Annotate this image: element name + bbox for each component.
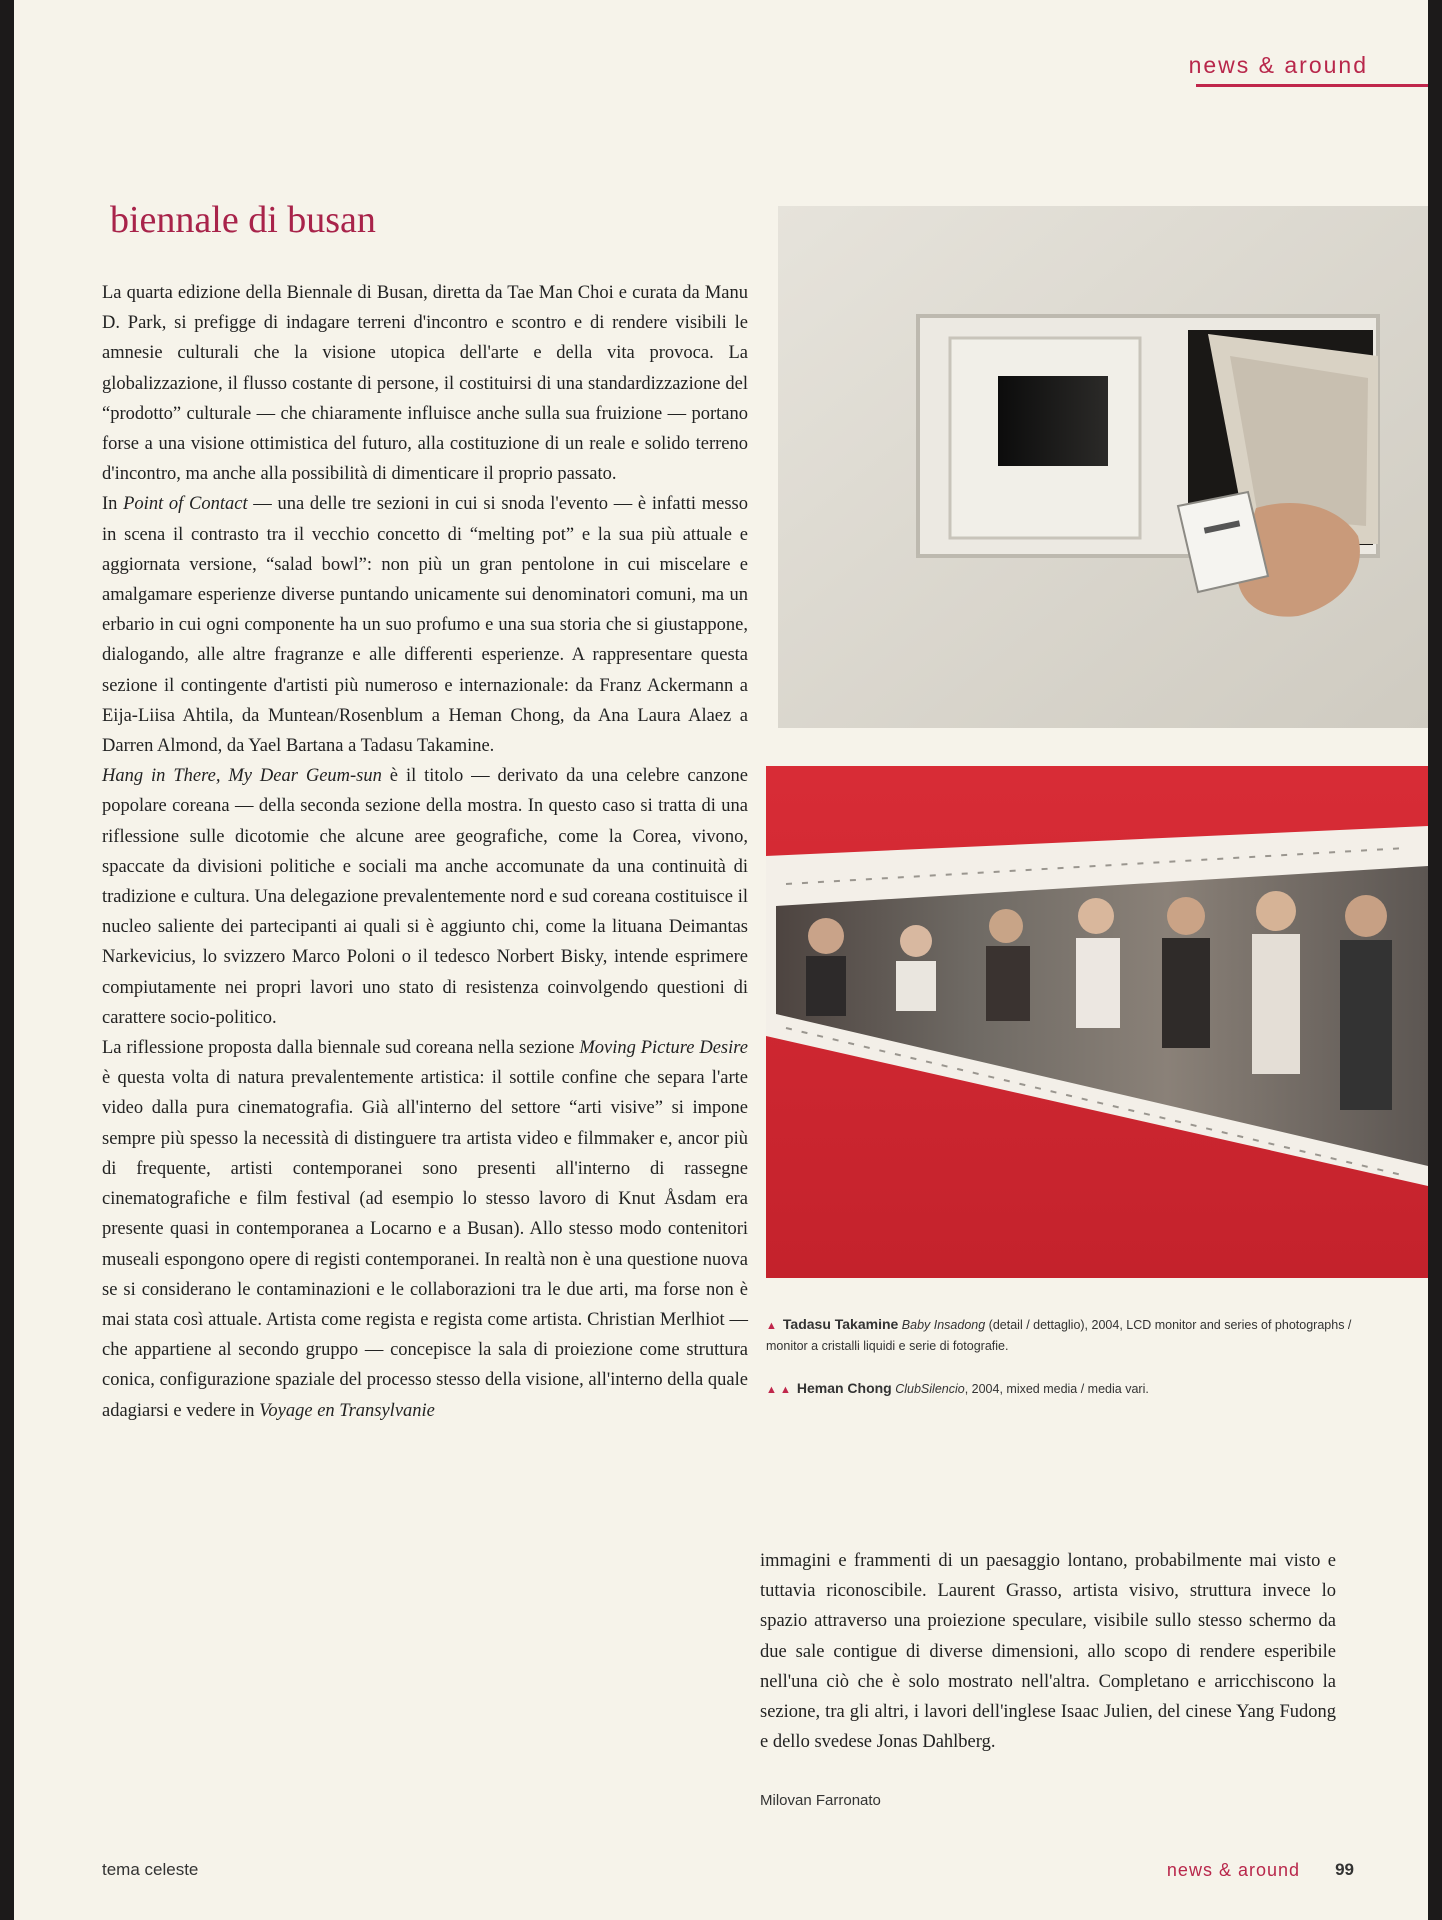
header-rule <box>1196 84 1428 87</box>
article-body-right-column <box>760 1546 1336 1757</box>
caption-tadasu-takamine <box>766 1314 1366 1356</box>
caption-artist: Tadasu Takamine <box>782 1316 899 1332</box>
photo-tadasu-takamine <box>766 766 1428 1278</box>
section-title-point-of-contact: Point of Contact <box>123 494 248 515</box>
caption-artist: Heman Chong <box>796 1380 892 1396</box>
photo-heman-chong-image <box>778 206 1428 728</box>
photo-heman-chong <box>778 206 1428 728</box>
paragraph-5: immagini e frammenti di un paesaggio lontano, probabilmente mai visto e tuttavia riconoscibile. Laurent Grasso, artista visivo, struttura invece lo spazio attraverso una proiezione speculare, visibile sullo stesso schermo da due sale contigue di diverse dimensioni, allo scopo di rendere esperibile nell'una ciò che è solo mostrato nell'altra. Completano e arricchiscono la sezione, tra gli altri, i lavori dell'inglese Isaac Julien, del cinese Yang Fudong e dello svedese Jonas Dahlberg. <box>760 1551 1336 1753</box>
footer-magazine-name: tema celeste <box>102 1860 199 1879</box>
article-body-left-column <box>102 278 748 1426</box>
paragraph-4: La riflessione proposta dalla biennale sud coreana nella sezione Moving Picture Desire è questa volta di natura prevalentemente artistica: il sottile confine che separa l'arte video dalla pura cinematografia. Già all'interno del settore “arti visive” si impone sempre più spesso la necessità di distinguere tra artista video e filmmaker e, ancor più di frequente, artisti contemporanei sono presenti all'interno di rassegne cinematografiche e film festival (ad esempio lo stesso lavoro di Knut Åsdam era presente quasi in contemporanea a Locarno e a Busan). Allo stesso modo contenitori museali espongono opere di registi contemporanei. In realtà non è una questione nuova se si considerano le contaminazioni e le collaborazioni tra le due arti, ma forse non è mai stata così attuale. Artista come regista e regista come artista. Christian Merlhiot — che appartiene al secondo gruppo — concepisce la sala di proiezione come struttura conica, configurazione spaziale del processo stesso della visione, all'interno della quale adagiarsi e vedere in Voyage en Transylvanie <box>102 1038 748 1421</box>
photo-tadasu-takamine-image <box>766 766 1428 1278</box>
paragraph-2: In Point of Contact — una delle tre sezioni in cui si snoda l'evento — è infatti messo in scena il contrasto tra il vecchio concetto di “melting pot” e la sua più attuale e aggiornata versione, “salad bowl”: non più un gran pentolone in cui miscelare e amalgamare esperienze diverse puntando unicamente sui denominatori comuni, ma un erbario in cui ogni componente ha un suo profumo e una sua storia che si giustappone, dialogando, alle altre fragranze e alle differenti esperienze. A rappresentare questa sezione il contingente d'artisti più numeroso e internazionale: da Franz Ackermann a Eija-Liisa Ahtila, da Muntean/Rosenblum a Heman Chong, da Ana Laura Alaez a Darren Almond, da Yael Bartana a Tadasu Takamine. <box>102 494 748 757</box>
section-header: news & around <box>1188 52 1368 78</box>
caption-details: (detail / dettaglio), 2004, LCD monitor and series of photographs / monitor a cristalli liquidi e serie di fotografie. <box>766 1318 1352 1353</box>
section-title-moving-picture-desire: Moving Picture Desire <box>579 1038 748 1059</box>
caption-work-title: Baby Insadong <box>901 1318 986 1332</box>
caption-work-title: ClubSilencio <box>895 1382 965 1396</box>
section-title-hang-in-there: Hang in There, My Dear Geum-sun <box>102 766 382 787</box>
page-number: 99 <box>1335 1860 1354 1879</box>
caption-heman-chong <box>766 1378 1366 1400</box>
paragraph-1: La quarta edizione della Biennale di Busan, diretta da Tae Man Choi e curata da Manu D. Park, si prefigge di indagare terreni d'incontro e scontro e di rendere visibili le amnesie culturali che la visione utopica dell'arte e della vita provoca. La globalizzazione, il flusso costante di persone, il costituirsi di una standardizzazione del “prodotto” culturale — che chiaramente influisce anche sulla sua fruizione — portano forse a una visione ottimistica del futuro, alla costituzione di un reale e solido terreno d'incontro, ma anche alla possibilità di dimenticare il proprio passato. <box>102 283 748 485</box>
caption-details: , 2004, mixed media / media vari. <box>964 1382 1149 1396</box>
triangle-marker-icon: ▲ <box>766 1320 777 1332</box>
author-byline: Milovan Farronato <box>760 1792 881 1809</box>
double-triangle-marker-icon: ▲ ▲ <box>766 1384 791 1396</box>
paragraph-3: Hang in There, My Dear Geum-sun è il titolo — derivato da una celebre canzone popolare coreana — della seconda sezione della mostra. In questo caso si tratta di una riflessione sulle dicotomie che alcune aree geografiche, come la Corea, vivono, spaccate da divisioni politiche e sociali ma anche accomunate da una continuità di tradizione e cultura. Una delegazione prevalentemente nord e sud coreana costituisce il nucleo saliente dei partecipanti ai quali si è aggiunto chi, come la lituana Deimantas Narkevicius, lo svizzero Marco Poloni o il tedesco Norbert Bisky, intende esprimere compiutamente nei propri lavori uno stato di resistenza coinvolgendo questioni di carattere socio-politico. <box>102 766 748 1028</box>
work-title-voyage: Voyage en Transylvanie <box>259 1400 435 1421</box>
article-title: biennale di busan <box>110 199 376 241</box>
magazine-page <box>14 0 1428 1920</box>
footer-section-name: news & around <box>1166 1860 1300 1880</box>
